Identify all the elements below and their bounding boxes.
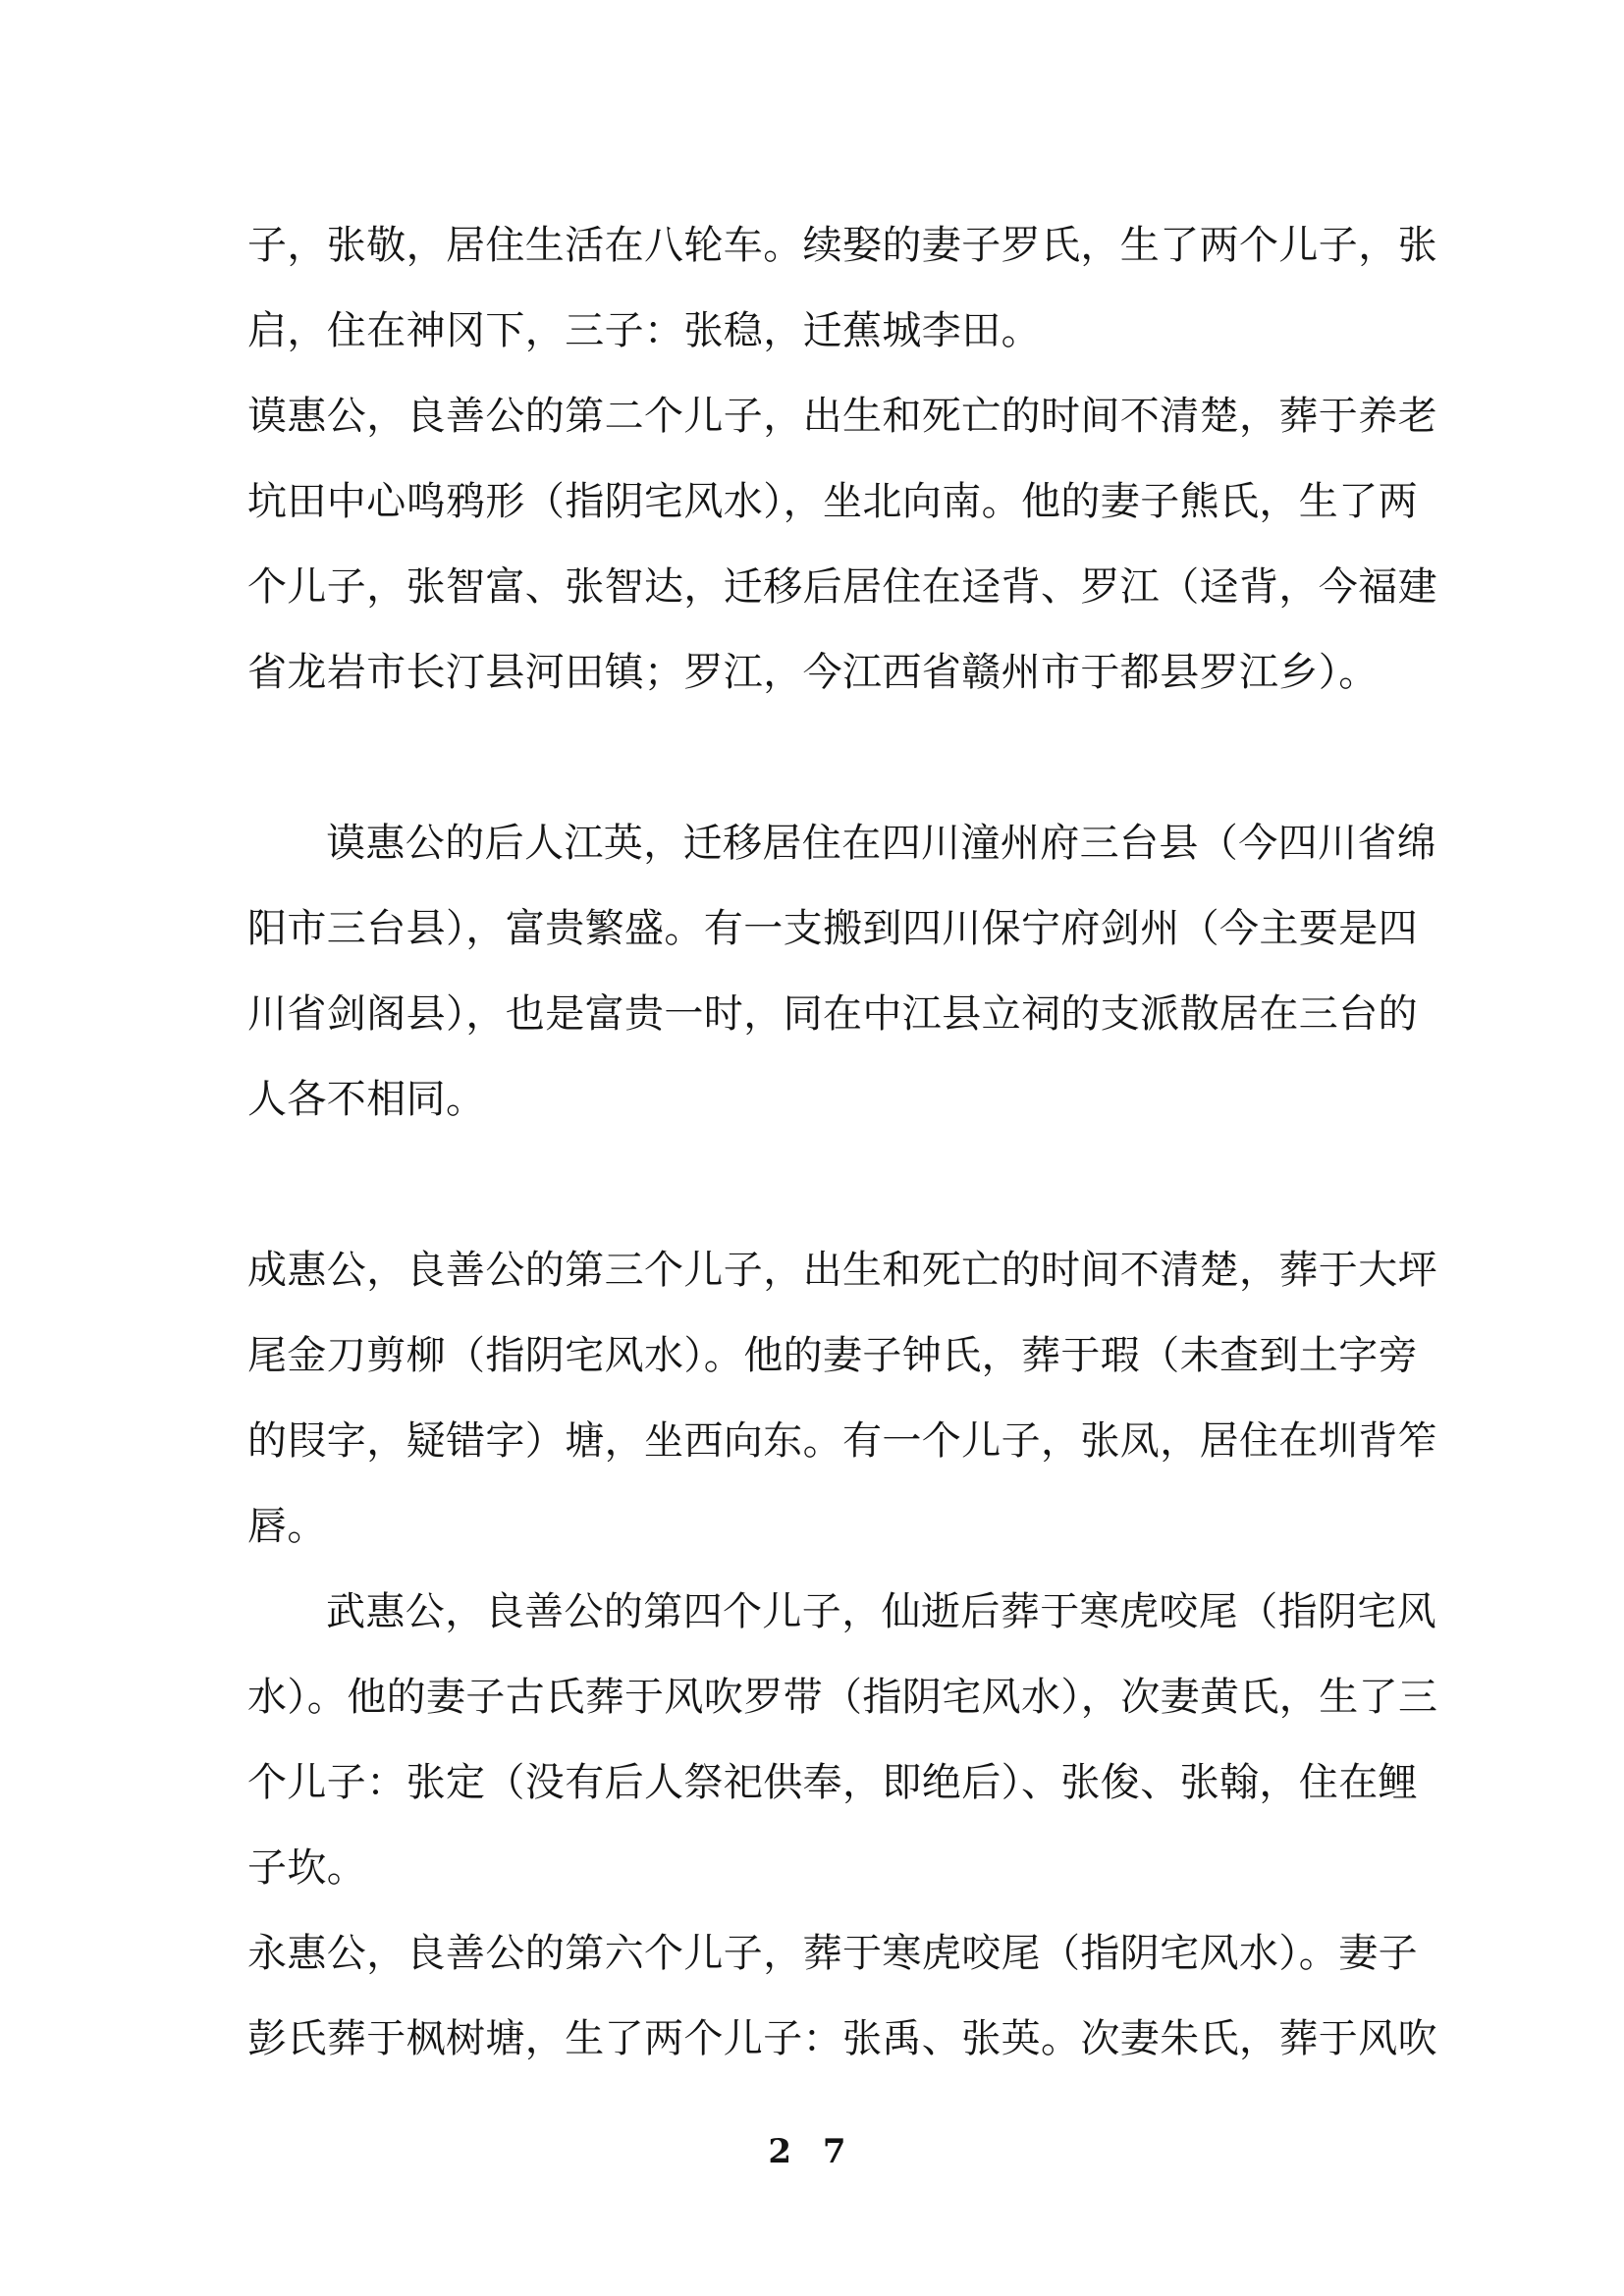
text-line: 尾金刀剪柳（指阴宅风水）。他的妻子钟氏，葬于瑕（未查到土字旁 <box>247 1333 1418 1378</box>
text-line: 武惠公，良善公的第四个儿子，仙逝后葬于寒虎咬尾（指阴宅风 <box>326 1589 1437 1634</box>
text-line: 永惠公，良善公的第六个儿子，葬于寒虎咬尾（指阴宅风水）。妻子 <box>247 1931 1418 1976</box>
text-line: 谟惠公的后人江英，迁移居住在四川潼州府三台县（今四川省绵 <box>326 821 1437 866</box>
text-line: 彭氏葬于枫树塘，生了两个儿子：张禹、张英。次妻朱氏，葬于风吹 <box>247 2016 1437 2061</box>
text-line: 省龙岩市长汀县河田镇；罗江，今江西省赣州市于都县罗江乡）。 <box>247 650 1379 695</box>
text-line: 启，住在神冈下，三子：张稳，迁蕉城李田。 <box>247 308 1041 353</box>
text-line: 谟惠公，良善公的第二个儿子，出生和死亡的时间不清楚，葬于养老 <box>247 394 1437 439</box>
text-line: 唇。 <box>247 1504 327 1549</box>
text-line: 子坎。 <box>247 1845 367 1891</box>
text-line: 人各不相同。 <box>247 1077 486 1122</box>
text-line: 个儿子：张定（没有后人祭祀供奉，即绝后）、张俊、张翰，住在鲤 <box>247 1760 1418 1805</box>
text-line: 个儿子，张智富、张智达，迁移后居住在迳背、罗江（迳背，今福建 <box>247 564 1437 610</box>
text-line: 子，张敬，居住生活在八轮车。续娶的妻子罗氏，生了两个儿子，张 <box>247 223 1437 268</box>
text-line: 成惠公，良善公的第三个儿子，出生和死亡的时间不清楚，葬于大坪 <box>247 1248 1437 1293</box>
text-line: 水）。他的妻子古氏葬于风吹罗带（指阴宅风水），次妻黄氏，生了三 <box>247 1675 1438 1720</box>
text-line: 坑田中心鸣鸦形（指阴宅风水），坐北向南。他的妻子熊氏，生了两 <box>247 479 1418 524</box>
text-line: 阳市三台县），富贵繁盛。有一支搬到四川保宁府剑州（今主要是四 <box>247 906 1418 951</box>
text-line: 川省剑阁县），也是富贵一时，同在中江县立祠的支派散居在三台的 <box>247 991 1418 1037</box>
text-line: 的叚字，疑错字）塘，坐西向东。有一个儿子，张凤，居住在圳背笮 <box>247 1418 1437 1464</box>
page-number: 2 7 <box>768 2132 856 2171</box>
